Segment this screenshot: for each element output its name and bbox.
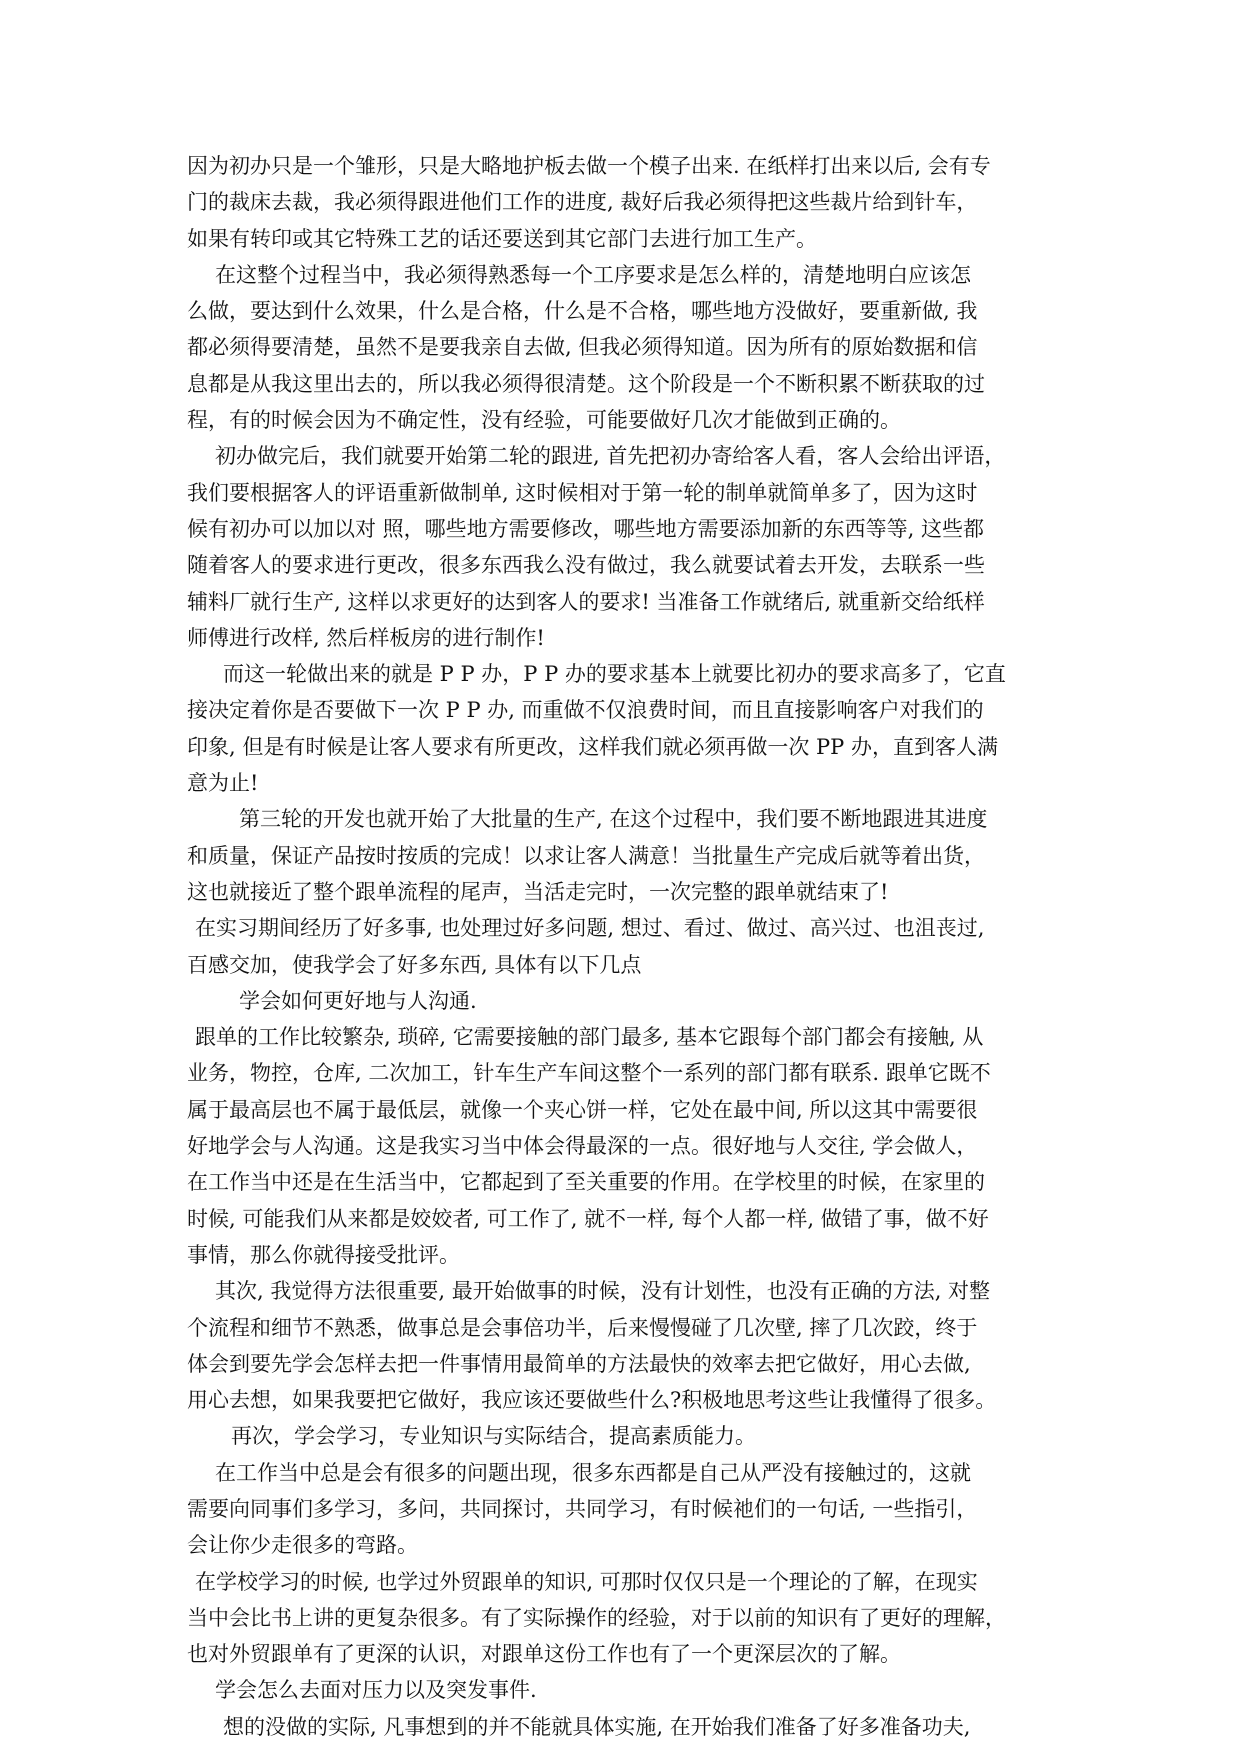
text-line: 好地学会与人沟通。这是我实习当中体会得最深的一点。很好地与人交往, 学会做人， — [187, 1134, 978, 1159]
text-line: 想的没做的实际, 凡事想到的并不能就具体实施, 在开始我们准备了好多准备功夫, — [223, 1714, 971, 1739]
text-line: 因为初办只是一个雏形，只是大略地护板去做一个模子出来. 在纸样打出来以后, 会有专 — [187, 154, 991, 178]
text-line: 意为止! — [187, 771, 259, 796]
text-line: 百感交加，使我学会了好多东西, 具体有以下几点 — [187, 952, 642, 977]
text-line: 和质量，保证产品按时按质的完成！以求让客人满意！当批量生产完成后就等着出货， — [187, 843, 985, 868]
text-line: 时候, 可能我们从来都是姣姣者, 可工作了, 就不一样, 每个人都一样, 做错了事，做不好 — [187, 1206, 989, 1231]
text-line: 也对外贸跟单有了更深的认识，对跟单这份工作也有了一个更深层次的了解。 — [187, 1642, 901, 1667]
text-line: 需要向同事们多学习，多问，共同探讨，共同学习，有时候祂们的一句话, 一些指引， — [187, 1496, 978, 1521]
text-line: 再次，学会学习，专业知识与实际结合，提高素质能力。 — [231, 1424, 756, 1449]
text-line: 当中会比书上讲的更复杂很多。有了实际操作的经验，对于以前的知识有了更好的理解， — [187, 1605, 1006, 1630]
text-line: 业务，物控，仓库, 二次加工，针车生产车间这整个一系列的部门都有联系. 跟单它既不 — [187, 1061, 991, 1086]
text-line: 其次, 我觉得方法很重要, 最开始做事的时候，没有计划性，也没有正确的方法, 对整 — [215, 1279, 991, 1304]
text-line: 息都是从我这里出去的，所以我必须得很清楚。这个阶段是一个不断积累不断获取的过 — [187, 371, 985, 396]
text-line: 随着客人的要求进行更改，很多东西我么没有做过，我么就要试着去开发，去联系一些 — [187, 553, 985, 578]
text-line: 个流程和细节不熟悉，做事总是会事倍功半，后来慢慢碰了几次壁, 摔了几次跤，终于 — [187, 1315, 978, 1340]
text-line: 跟单的工作比较繁杂, 琐碎, 它需要接触的部门最多, 基本它跟每个部门都会有接触, 从 — [195, 1025, 984, 1050]
text-line: 学会如何更好地与人沟通. — [239, 988, 477, 1013]
text-line: 在工作当中还是在生活当中，它都起到了至关重要的作用。在学校里的时候，在家里的 — [187, 1170, 985, 1195]
text-line: 我们要根据客人的评语重新做制单, 这时候相对于第一轮的制单就简单多了，因为这时 — [187, 480, 978, 505]
text-line: 属于最高层也不属于最低层，就像一个夹心饼一样，它处在最中间, 所以这其中需要很 — [187, 1097, 978, 1122]
text-line: 印象, 但是有时候是让客人要求有所更改，这样我们就必须再做一次 PP 办，直到客人满 — [187, 734, 998, 759]
text-line: 会让你少走很多的弯路。 — [187, 1533, 418, 1558]
text-line: 用心去想，如果我要把它做好，我应该还要做些什么?积极地思考这些让我懂得了很多。 — [187, 1388, 997, 1413]
text-line: 体会到要先学会怎样去把一件事情用最简单的方法最快的效率去把它做好，用心去做, — [187, 1351, 971, 1376]
text-line: 初办做完后，我们就要开始第二轮的跟进, 首先把初办寄给客人看，客人会给出评语， — [215, 444, 1006, 469]
text-line: 候有初办可以加以对 照，哪些地方需要修改，哪些地方需要添加新的东西等等, 这些都 — [187, 516, 985, 541]
text-line: 接决定着你是否要做下一次 P P 办, 而重做不仅浪费时间，而且直接影响客户对我们的 — [187, 698, 984, 723]
document-body — [187, 148, 1067, 1745]
text-line: 都必须得要清楚，虽然不是要我亲自去做, 但我必须得知道。因为所有的原始数据和信 — [187, 335, 978, 360]
text-line: 辅料厂就行生产, 这样以求更好的达到客人的要求! 当准备工作就绪后, 就重新交给纸样 — [187, 589, 985, 614]
text-line: 么做，要达到什么效果，什么是合格，什么是不合格，哪些地方没做好，要重新做, 我 — [187, 299, 978, 324]
text-line: 在实习期间经历了好多事, 也处理过好多问题, 想过、看过、做过、高兴过、也沮丧过, — [195, 916, 985, 941]
text-line: 在这整个过程当中，我必须得熟悉每一个工序要求是怎么样的，清楚地明白应该怎 — [215, 262, 971, 287]
text-line: 事情，那么你就得接受批评。 — [187, 1242, 460, 1267]
text-line: 程，有的时候会因为不确定性，没有经验，可能要做好几次才能做到正确的。 — [187, 408, 901, 433]
text-line: 门的裁床去裁，我必须得跟进他们工作的进度, 裁好后我必须得把这些裁片给到针车， — [187, 190, 978, 215]
text-line: 师傅进行改样, 然后样板房的进行制作! — [187, 625, 545, 650]
text-line: 学会怎么去面对压力以及突发事件. — [215, 1678, 537, 1703]
text-line: 如果有转印或其它特殊工艺的话还要送到其它部门去进行加工生产。 — [187, 226, 817, 251]
text-line: 这也就接近了整个跟单流程的尾声，当活走完时，一次完整的跟单就结束了! — [187, 879, 889, 904]
text-line: 在工作当中总是会有很多的问题出现，很多东西都是自己从严没有接触过的，这就 — [215, 1460, 971, 1485]
text-line: 在学校学习的时候, 也学过外贸跟单的知识, 可那时仅仅只是一个理论的了解，在现实 — [195, 1569, 978, 1594]
text-line: 而这一轮做出来的就是 P P 办，P P 办的要求基本上就要比初办的要求高多了，它直 — [223, 662, 1006, 687]
text-line: 第三轮的开发也就开始了大批量的生产, 在这个过程中，我们要不断地跟进其进度 — [239, 807, 988, 832]
